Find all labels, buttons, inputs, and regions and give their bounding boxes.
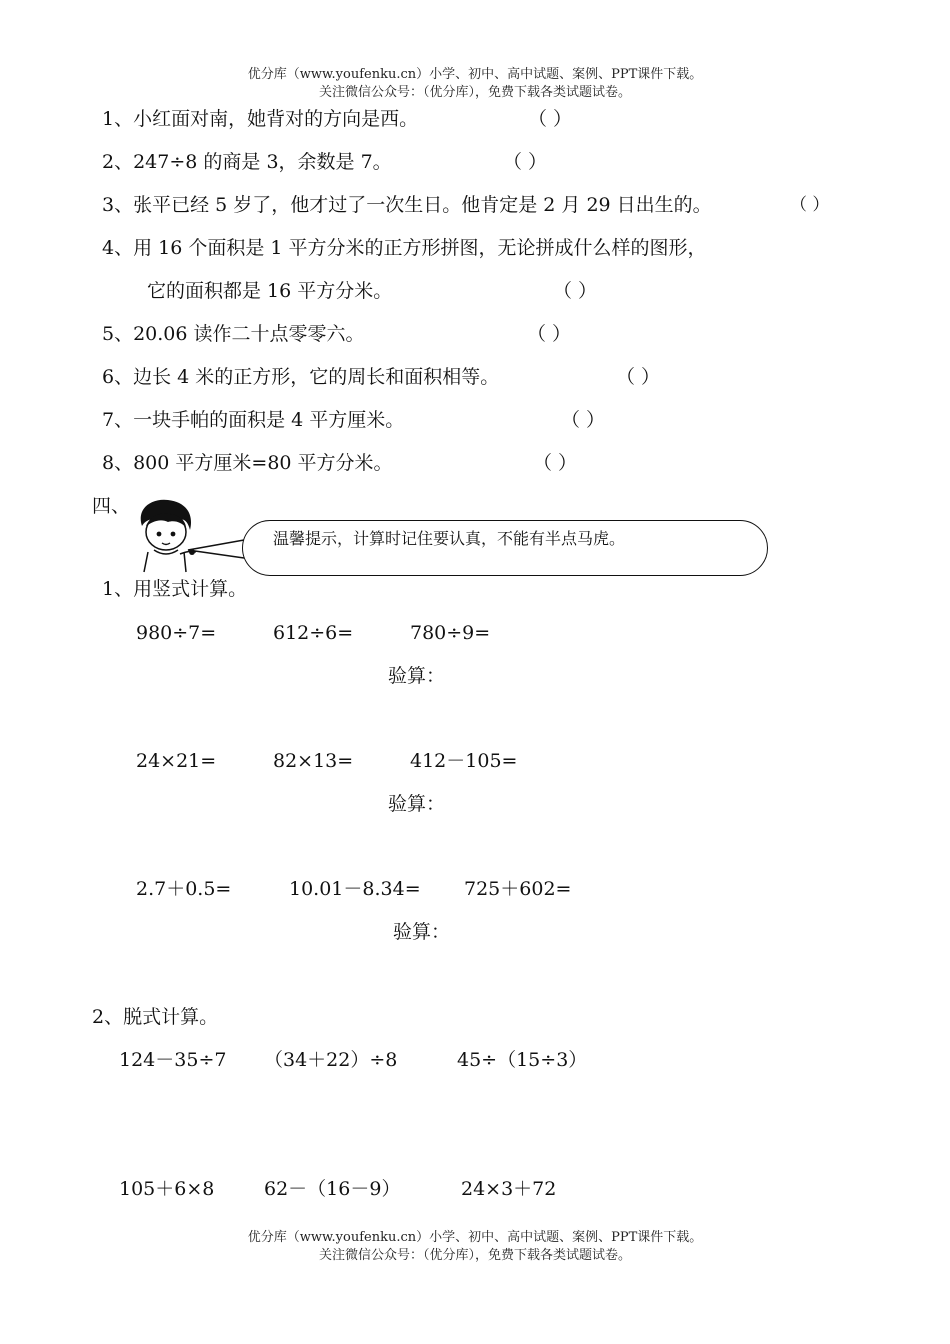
speech-bubble-tail	[186, 538, 246, 562]
question-3: 3、张平已经 5 岁了，他才过了一次生日。他肯定是 2 月 29 日出生的。	[102, 194, 712, 216]
header-line-2: 关注微信公众号：（优分库），免费下载各类试题试卷。	[318, 85, 631, 100]
check-label-2: 验算：	[388, 793, 446, 815]
footer-line-2: 关注微信公众号：（优分库），免费下载各类试题试卷。	[318, 1248, 631, 1263]
calc-980-div-7: 980÷7=	[136, 622, 217, 644]
calc-2.7-plus-0.5: 2.7＋0.5=	[136, 878, 232, 900]
question-6: 6、边长 4 米的正方形，它的周长和面积相等。	[102, 366, 500, 388]
question-1: 1、小红面对南，她背对的方向是西。	[102, 108, 419, 130]
question-4-cont: 它的面积都是 16 平方分米。	[147, 280, 393, 302]
calc-10.01-minus-8.34: 10.01－8.34=	[289, 878, 421, 900]
question-8: 8、800 平方厘米=80 平方分米。	[102, 452, 393, 474]
section-4-label: 四、	[92, 495, 131, 517]
answer-blank-8[interactable]: （ ）	[533, 452, 578, 474]
expr-62-minus-16-minus-9: 62－（16－9）	[264, 1178, 401, 1200]
calc-725-plus-602: 725＋602=	[464, 878, 572, 900]
subsection-vertical-calc: 1、用竖式计算。	[102, 578, 248, 600]
answer-blank-4[interactable]: （ ）	[553, 280, 598, 302]
expr-24-times-3-plus-72: 24×3＋72	[461, 1178, 557, 1200]
expr-45-div-15-div-3: 45÷（15÷3）	[457, 1049, 588, 1071]
check-label-1: 验算：	[388, 665, 446, 687]
header-line-1: 优分库（www.youfenku.cn）小学、初中、高中试题、案例、PPT课件下载。	[247, 67, 703, 82]
answer-blank-7[interactable]: （ ）	[561, 409, 606, 431]
calc-412-minus-105: 412－105=	[410, 750, 518, 772]
answer-blank-3[interactable]: （ ）	[790, 195, 830, 215]
check-label-3: 验算：	[393, 921, 451, 943]
calc-24-times-21: 24×21=	[136, 750, 217, 772]
expr-124-minus-35-div-7: 124－35÷7	[119, 1049, 227, 1071]
expr-105-plus-6-times-8: 105＋6×8	[119, 1178, 215, 1200]
footer-line-1: 优分库（www.youfenku.cn）小学、初中、高中试题、案例、PPT课件下载。	[247, 1230, 703, 1245]
cartoon-boy-icon	[134, 496, 200, 576]
expr-34-plus-22-div-8: （34＋22）÷8	[264, 1049, 398, 1071]
calc-82-times-13: 82×13=	[273, 750, 354, 772]
answer-blank-1[interactable]: （ ）	[528, 108, 573, 130]
tip-text: 温馨提示，计算时记住要认真，不能有半点马虎。	[273, 529, 626, 548]
question-7: 7、一块手帕的面积是 4 平方厘米。	[102, 409, 405, 431]
question-2: 2、247÷8 的商是 3，余数是 7。	[102, 151, 392, 173]
question-5: 5、20.06 读作二十点零零六。	[102, 323, 365, 345]
answer-blank-2[interactable]: （ ）	[503, 151, 548, 173]
subsection-step-calc: 2、脱式计算。	[92, 1006, 219, 1028]
question-4: 4、用 16 个面积是 1 平方分米的正方形拼图，无论拼成什么样的图形，	[102, 237, 707, 259]
calc-612-div-6: 612÷6=	[273, 622, 354, 644]
calc-780-div-9: 780÷9=	[410, 622, 491, 644]
tip-speech-bubble	[242, 520, 768, 576]
answer-blank-6[interactable]: （ ）	[616, 366, 661, 388]
answer-blank-5[interactable]: （ ）	[527, 323, 572, 345]
